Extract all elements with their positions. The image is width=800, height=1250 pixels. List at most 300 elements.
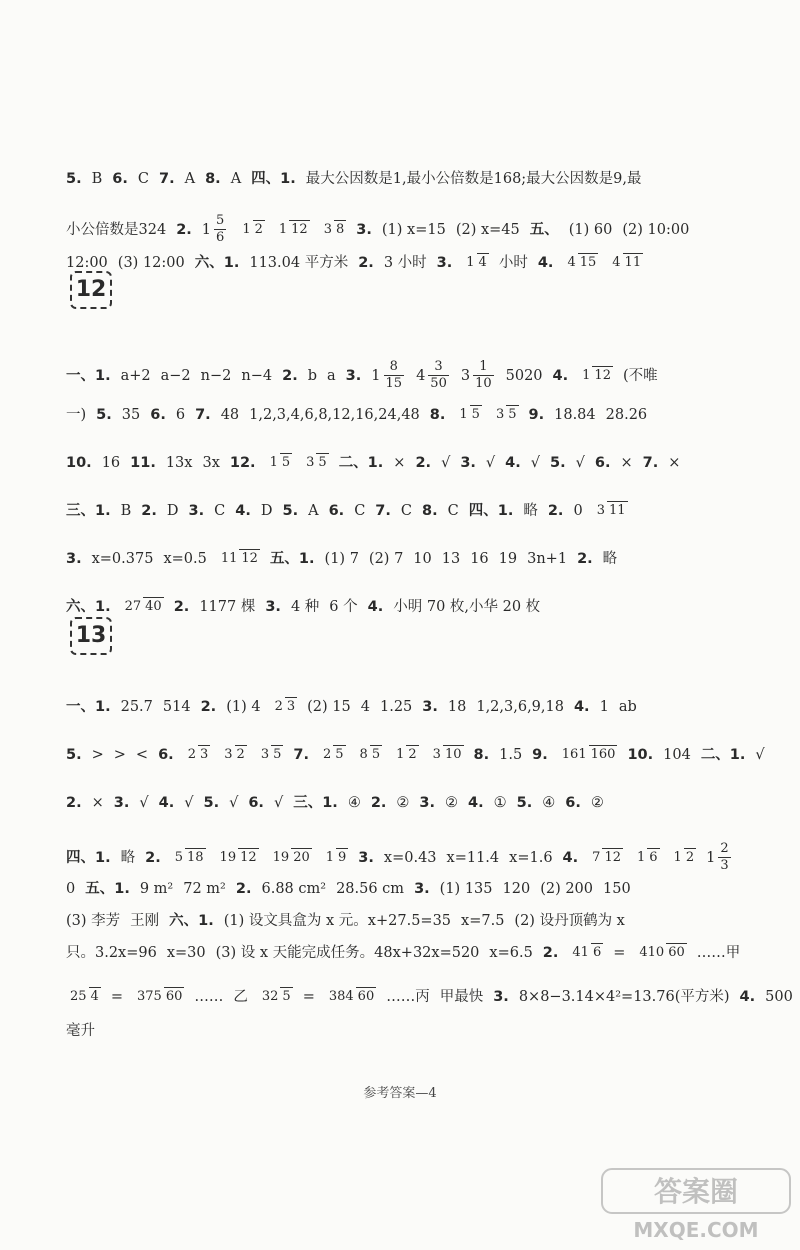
fraction-denominator: 18 bbox=[187, 849, 204, 865]
question-number: 8. bbox=[422, 503, 438, 519]
answer-text: x=0.375 bbox=[91, 551, 154, 567]
fraction-numerator: 27 bbox=[124, 599, 142, 615]
fraction-denominator: 12 bbox=[241, 551, 258, 567]
fraction-denominator: 160 bbox=[590, 747, 616, 763]
question-number: 3. bbox=[66, 551, 82, 567]
answer-text: 28.26 bbox=[605, 407, 648, 423]
fraction-denominator: 5 bbox=[282, 989, 291, 1005]
fraction bbox=[123, 600, 164, 614]
question-number: 6. bbox=[112, 171, 128, 187]
fraction-denominator: 4 bbox=[478, 255, 487, 271]
question-number: 五、1. bbox=[269, 551, 315, 567]
answer-text: ② bbox=[590, 795, 604, 811]
fraction-denominator: 20 bbox=[293, 849, 310, 865]
fraction-denominator: 6 bbox=[592, 945, 602, 961]
fraction-numerator: 3 bbox=[495, 407, 505, 423]
question-number: 5. bbox=[96, 407, 112, 423]
answer-text: C bbox=[137, 171, 149, 187]
fraction-denominator: 2 bbox=[408, 747, 417, 763]
question-number: 一、1. bbox=[66, 699, 111, 715]
answer-text: x=30 bbox=[166, 945, 206, 961]
answer-text: (1) 60 bbox=[568, 221, 613, 238]
answer-text: a bbox=[327, 367, 336, 384]
question-number: 3. bbox=[265, 599, 281, 615]
mixed-whole: 1 bbox=[371, 367, 381, 384]
question-number: 8. bbox=[205, 171, 221, 187]
answer-text: (2) 15 bbox=[307, 699, 351, 715]
mixed-whole: 4 bbox=[416, 367, 426, 384]
answer-text: x=0.5 bbox=[163, 551, 207, 567]
answer-text: × bbox=[91, 795, 104, 811]
question-number: 3. bbox=[436, 255, 453, 271]
answer-text: 16 bbox=[470, 551, 489, 567]
fraction bbox=[464, 256, 489, 270]
answer-line bbox=[66, 360, 760, 392]
question-number: 3. bbox=[493, 989, 509, 1005]
answer-text: 514 bbox=[162, 699, 191, 715]
fraction-numerator: 3 bbox=[596, 503, 605, 519]
mixed-number bbox=[202, 214, 229, 246]
question-number: 4. bbox=[235, 503, 251, 519]
answer-text: (2) 200 bbox=[540, 881, 594, 897]
answer-line bbox=[66, 600, 760, 615]
answer-line bbox=[66, 946, 760, 961]
answer-text: x=6.5 bbox=[489, 945, 533, 961]
fraction-denominator: 10 bbox=[475, 376, 492, 392]
answer-text: (不唯 bbox=[622, 367, 658, 384]
fraction-numerator: 4 bbox=[567, 255, 576, 271]
question-number: 三、1. bbox=[293, 795, 338, 811]
fraction-denominator: 2 bbox=[685, 849, 695, 865]
fraction bbox=[240, 223, 265, 237]
fraction-denominator: 3 bbox=[199, 747, 209, 763]
fraction-numerator: 3 bbox=[306, 455, 315, 471]
answer-text: 3n+1 bbox=[527, 551, 568, 567]
fraction-numerator: 3 bbox=[434, 359, 443, 374]
question-number: 12. bbox=[229, 455, 256, 471]
answer-text: 120 bbox=[502, 881, 531, 897]
answer-text: 小明 70 枚,小华 20 枚 bbox=[393, 599, 541, 615]
answer-text: 150 bbox=[603, 881, 631, 897]
answer-text: 略 bbox=[602, 551, 618, 567]
watermark-bottom-text: MXQE.COM bbox=[633, 1218, 759, 1242]
question-number: 3. bbox=[113, 795, 130, 811]
answer-text: ① bbox=[493, 795, 507, 811]
fraction-numerator: 1 bbox=[636, 849, 646, 865]
answer-text: 小时 bbox=[498, 255, 528, 271]
section-badge-12: 12 bbox=[70, 271, 112, 309]
question-number: 一、1. bbox=[66, 367, 111, 384]
fraction bbox=[277, 223, 310, 237]
answer-line bbox=[66, 172, 760, 187]
answer-text: 1177 棵 bbox=[199, 599, 256, 615]
answer-text: ……丙 bbox=[386, 989, 430, 1005]
answer-text: (1) 4 bbox=[226, 699, 261, 715]
question-number: 2. bbox=[358, 255, 374, 271]
fraction bbox=[428, 360, 449, 392]
answer-line bbox=[66, 214, 760, 246]
question-number: 四、1. bbox=[66, 849, 111, 866]
answer-line bbox=[66, 842, 760, 874]
answer-text: 6.88 cm² bbox=[261, 881, 327, 897]
fraction bbox=[173, 851, 206, 865]
fraction-denominator: 12 bbox=[604, 849, 621, 865]
fraction bbox=[68, 990, 101, 1004]
question-number: 5. bbox=[516, 795, 533, 811]
answer-text: 0 bbox=[573, 503, 583, 519]
question-number: 二、1. bbox=[338, 455, 384, 471]
fraction-numerator: 25 bbox=[70, 989, 87, 1005]
fraction-numerator: 410 bbox=[639, 945, 665, 961]
question-number: 4. bbox=[562, 849, 579, 866]
fraction-denominator: 5 bbox=[318, 455, 327, 471]
question-number: 2. bbox=[145, 849, 161, 866]
fraction-denominator: 50 bbox=[430, 376, 447, 392]
mixed-number bbox=[706, 842, 733, 874]
answer-text: ……甲 bbox=[696, 945, 741, 961]
fraction-numerator: 19 bbox=[219, 849, 237, 865]
question-number: 5. bbox=[66, 747, 82, 763]
question-number: 6. bbox=[158, 747, 174, 763]
fraction bbox=[358, 748, 383, 762]
fraction-numerator: 3 bbox=[260, 747, 270, 763]
answer-text: B bbox=[91, 171, 103, 187]
question-number: 4. bbox=[468, 795, 484, 811]
answer-text: D bbox=[260, 503, 273, 519]
question-number: 4. bbox=[552, 367, 569, 384]
question-number: 5. bbox=[282, 503, 299, 519]
fraction-denominator: 5 bbox=[273, 747, 282, 763]
answer-text: 只。3.2x=96 bbox=[66, 945, 157, 961]
fraction-numerator: 3 bbox=[224, 747, 233, 763]
fraction-numerator: 4 bbox=[612, 255, 621, 271]
question-number: 3. bbox=[356, 221, 372, 238]
answer-text: C bbox=[447, 503, 459, 519]
question-number: 2. bbox=[66, 795, 82, 811]
answer-line bbox=[66, 914, 760, 929]
answer-text: 毫升 bbox=[66, 1023, 95, 1039]
question-number: 2. bbox=[176, 221, 192, 238]
fraction bbox=[259, 748, 284, 762]
question-number: 6. bbox=[594, 455, 611, 471]
fraction-numerator: 8 bbox=[389, 359, 398, 374]
fraction bbox=[560, 748, 618, 762]
question-number: 四、1. bbox=[468, 503, 514, 519]
question-number: 四、1. bbox=[251, 171, 296, 187]
answer-text: B bbox=[120, 503, 132, 519]
answer-text: √ bbox=[575, 455, 585, 471]
fraction bbox=[672, 851, 697, 865]
fraction-denominator: 3 bbox=[720, 858, 729, 874]
fraction-denominator: 5 bbox=[471, 407, 480, 423]
answer-text: 略 bbox=[120, 849, 136, 866]
fraction-denominator: 15 bbox=[385, 376, 403, 392]
fraction bbox=[268, 456, 293, 470]
answer-text: √ bbox=[530, 455, 541, 471]
answer-text: a−2 bbox=[160, 367, 191, 384]
mixed-number bbox=[461, 360, 496, 392]
fraction bbox=[595, 504, 628, 518]
fraction-denominator: 6 bbox=[649, 849, 658, 865]
answer-text: 甲最快 bbox=[439, 989, 484, 1005]
question-number: 三、1. bbox=[66, 503, 111, 519]
answer-text: A bbox=[308, 503, 319, 519]
question-number: 2. bbox=[282, 367, 298, 384]
fraction bbox=[327, 990, 376, 1004]
answer-text: √ bbox=[184, 795, 194, 811]
answer-text: 18.84 bbox=[554, 407, 596, 423]
fraction-numerator: 19 bbox=[272, 849, 290, 865]
answer-text: √ bbox=[755, 747, 765, 763]
answer-text: 13 bbox=[441, 551, 461, 567]
question-number: 2. bbox=[542, 945, 559, 961]
answer-text: x=0.43 bbox=[383, 849, 437, 866]
question-number: 2. bbox=[547, 503, 564, 519]
answer-text: √ bbox=[441, 455, 451, 471]
fraction bbox=[322, 223, 347, 237]
answer-line bbox=[66, 747, 765, 763]
fraction-numerator: 2 bbox=[274, 699, 283, 715]
fraction-denominator: 8 bbox=[335, 221, 345, 237]
question-number: 4. bbox=[537, 255, 554, 271]
answer-text: a+2 bbox=[120, 367, 151, 384]
fraction-denominator: 5 bbox=[335, 747, 344, 763]
answer-line bbox=[66, 796, 760, 811]
fraction-numerator: 7 bbox=[592, 849, 601, 865]
answer-line bbox=[66, 456, 760, 471]
fraction-denominator: 4 bbox=[90, 989, 99, 1005]
fraction-numerator: 11 bbox=[220, 551, 238, 567]
question-number: 六、1. bbox=[66, 599, 111, 615]
fraction-numerator: 1 bbox=[242, 221, 251, 237]
answer-line bbox=[66, 552, 760, 567]
fraction-denominator: 15 bbox=[579, 255, 597, 271]
question-number: 3. bbox=[188, 503, 205, 519]
answer-line bbox=[66, 256, 760, 271]
answer-text: ④ bbox=[542, 795, 556, 811]
answer-text: x=11.4 bbox=[446, 849, 500, 866]
question-number: 2. bbox=[577, 551, 593, 567]
answer-text: n−4 bbox=[241, 367, 273, 384]
fraction-numerator: 2 bbox=[322, 747, 332, 763]
fraction-numerator: 1 bbox=[673, 849, 682, 865]
fraction-numerator: 375 bbox=[136, 989, 162, 1005]
fraction-numerator: 8 bbox=[359, 747, 368, 763]
answer-text: C bbox=[400, 503, 413, 519]
answer-text: 48 bbox=[220, 407, 240, 423]
mixed-whole: 1 bbox=[706, 849, 716, 866]
fraction bbox=[273, 700, 298, 714]
fraction bbox=[565, 256, 598, 270]
question-number: 6. bbox=[565, 795, 581, 811]
answer-text: × bbox=[668, 455, 681, 471]
fraction bbox=[494, 408, 519, 422]
fraction bbox=[431, 748, 464, 762]
question-number: 8. bbox=[429, 407, 446, 423]
question-number: 3. bbox=[358, 849, 374, 866]
question-number: 9. bbox=[532, 747, 548, 763]
fraction-denominator: 11 bbox=[608, 503, 626, 519]
fraction-denominator: 6 bbox=[216, 230, 225, 246]
answer-text: 4 bbox=[360, 699, 370, 715]
fraction-denominator: 12 bbox=[594, 367, 611, 383]
answer-text: …… bbox=[194, 989, 224, 1005]
answer-text: 乙 bbox=[233, 989, 248, 1005]
fraction-numerator: 1 bbox=[269, 455, 278, 471]
answer-text: (1) 135 bbox=[439, 881, 493, 897]
fraction bbox=[260, 990, 293, 1004]
fraction-denominator: 12 bbox=[240, 849, 257, 865]
question-number: 4. bbox=[158, 795, 175, 811]
fraction bbox=[580, 369, 613, 383]
answer-text: 略 bbox=[523, 503, 538, 519]
question-number: 10. bbox=[66, 455, 92, 471]
answer-text: 18 bbox=[447, 699, 467, 715]
answer-text: A bbox=[184, 171, 196, 187]
fraction bbox=[222, 748, 247, 762]
fraction-denominator: 12 bbox=[291, 221, 308, 237]
question-number: 10. bbox=[627, 747, 654, 763]
answer-text: 1 bbox=[599, 699, 609, 715]
question-number: 2. bbox=[200, 699, 217, 715]
question-number: 2. bbox=[370, 795, 387, 811]
question-number: 6. bbox=[328, 503, 345, 519]
answer-text: 6 bbox=[175, 407, 186, 423]
answer-text: > bbox=[91, 747, 104, 763]
fraction bbox=[214, 214, 226, 246]
answer-text: (3) 设 x 天能完成任务。48x+32x=520 bbox=[215, 945, 480, 961]
answer-text: < bbox=[135, 747, 149, 763]
fraction bbox=[457, 408, 482, 422]
fraction-numerator: 32 bbox=[261, 989, 279, 1005]
fraction-denominator: 10 bbox=[444, 747, 462, 763]
question-number: 8. bbox=[473, 747, 490, 763]
answer-text: > bbox=[113, 747, 126, 763]
fraction bbox=[384, 360, 405, 392]
fraction bbox=[394, 748, 419, 762]
answer-line bbox=[66, 989, 793, 1005]
question-number: 5. bbox=[203, 795, 220, 811]
answer-text: (1) 设文具盒为 x 元。x+27.5=35 bbox=[223, 913, 452, 929]
fraction-numerator: 2 bbox=[187, 747, 196, 763]
answer-text: × bbox=[620, 455, 633, 471]
fraction-numerator: 5 bbox=[174, 849, 183, 865]
answer-line bbox=[66, 882, 760, 897]
answer-text: 72 m² bbox=[183, 881, 226, 897]
answer-text: √ bbox=[229, 795, 239, 811]
answer-text: C bbox=[354, 503, 366, 519]
question-number: 2. bbox=[415, 455, 432, 471]
question-number: 7. bbox=[195, 407, 211, 423]
fraction bbox=[321, 748, 346, 762]
answer-text: 25.7 bbox=[120, 699, 153, 715]
answer-line bbox=[66, 700, 760, 715]
answer-text: 19 bbox=[498, 551, 518, 567]
question-number: 7. bbox=[375, 503, 391, 519]
answer-text: ② bbox=[445, 795, 459, 811]
answer-text: √ bbox=[485, 455, 496, 471]
answer-text: 5020 bbox=[505, 367, 543, 384]
answer-text: 13x bbox=[165, 455, 193, 471]
fraction-numerator: 1 bbox=[582, 367, 591, 383]
fraction-numerator: 1 bbox=[479, 359, 488, 374]
question-number: 六、1. bbox=[169, 913, 214, 929]
fraction bbox=[473, 360, 494, 392]
question-number: 6. bbox=[150, 407, 166, 423]
mixed-number bbox=[416, 360, 451, 392]
answer-text: A bbox=[230, 171, 242, 187]
fraction-numerator: 384 bbox=[328, 989, 354, 1005]
fraction-denominator: 40 bbox=[145, 599, 162, 615]
answer-text: n−2 bbox=[200, 367, 232, 384]
question-number: 2. bbox=[141, 503, 157, 519]
fraction-denominator: 5 bbox=[371, 747, 381, 763]
fraction bbox=[324, 851, 349, 865]
answer-text: ab bbox=[618, 699, 637, 715]
answer-text: √ bbox=[273, 795, 284, 811]
answer-text: 10 bbox=[413, 551, 432, 567]
answer-text: 35 bbox=[121, 407, 141, 423]
section-badge-13: 13 bbox=[70, 617, 112, 655]
question-number: 六、1. bbox=[194, 255, 240, 271]
page-footer: 参考答案—4 bbox=[363, 1086, 437, 1101]
fraction bbox=[635, 851, 660, 865]
answer-text: 小公倍数是324 bbox=[66, 221, 167, 238]
answer-text: 113.04 平方米 bbox=[249, 255, 349, 271]
question-number: 3. bbox=[460, 455, 476, 471]
fraction-numerator: 1 bbox=[278, 221, 288, 237]
fraction bbox=[304, 456, 329, 470]
fraction bbox=[610, 256, 643, 270]
fraction bbox=[186, 748, 211, 762]
question-number: 五、 bbox=[529, 221, 559, 238]
answer-text: 16 bbox=[101, 455, 121, 471]
answer-text: (3) 李芳 bbox=[66, 913, 121, 929]
fraction-denominator: 60 bbox=[165, 989, 183, 1005]
watermark-top-text: 答案圈 bbox=[653, 1175, 739, 1208]
answer-line bbox=[66, 504, 760, 519]
answer-text: 王刚 bbox=[130, 913, 160, 929]
fraction-denominator: 2 bbox=[254, 221, 263, 237]
answer-text: ④ bbox=[347, 795, 361, 811]
answer-text: 最大公因数是1,最小公倍数是168;最大公因数是9,最 bbox=[305, 171, 642, 187]
question-number: 4. bbox=[739, 989, 756, 1005]
fraction-denominator: 11 bbox=[624, 255, 642, 271]
mixed-number bbox=[371, 360, 406, 392]
answer-text: (2) 设丹顶鹤为 x bbox=[514, 913, 625, 929]
answer-text: 1,2,3,4,6,8,12,16,24,48 bbox=[249, 407, 420, 423]
answer-text: C bbox=[214, 503, 226, 519]
answer-line bbox=[66, 1024, 760, 1039]
fraction-numerator: 1 bbox=[396, 747, 405, 763]
question-number: 4. bbox=[573, 699, 590, 715]
question-number: 6. bbox=[248, 795, 264, 811]
answer-text: 104 bbox=[663, 747, 691, 763]
answer-text: (2) 10:00 bbox=[622, 221, 690, 238]
answer-text: 一) bbox=[66, 407, 87, 423]
fraction bbox=[219, 552, 260, 566]
question-number: 9. bbox=[528, 407, 545, 423]
fraction-numerator: 5 bbox=[216, 213, 225, 228]
answer-text: x=7.5 bbox=[461, 913, 505, 929]
fraction bbox=[135, 990, 184, 1004]
question-number: 3. bbox=[414, 881, 430, 897]
mixed-whole: 3 bbox=[460, 367, 471, 384]
fraction-numerator: 1 bbox=[459, 407, 468, 423]
answer-text: 4 种 bbox=[290, 599, 320, 615]
fraction bbox=[637, 946, 686, 960]
fraction-denominator: 9 bbox=[338, 849, 347, 865]
